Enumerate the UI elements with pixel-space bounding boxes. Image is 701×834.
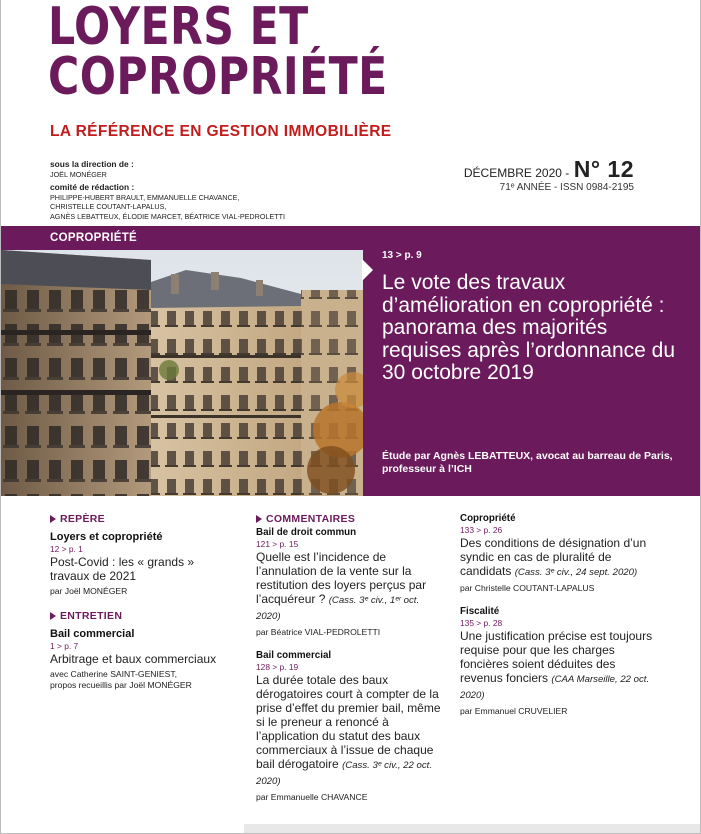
article-heading: Copropriété: [460, 513, 516, 524]
article-ref: 121 > p. 15: [256, 539, 299, 549]
feature-notch: [362, 259, 373, 281]
article-title: La durée totale des baux dérogatoires court à compter de la prise d’effet du premier bail, même si le preneur a renoncé à l’application du statut des baux commerciaux à l’issue de chaque bail dérogatoire (Cass. 3ᵉ civ., 22 oct. 2020): [256, 673, 441, 787]
issue-date: DÉCEMBRE 2020 -: [463, 166, 570, 180]
feature-byline: Étude par Agnès LEBATTEUX, avocat au barreau de Paris, professeur à l’ICH: [382, 450, 673, 475]
issue-number: N° 12: [573, 156, 634, 182]
article-title: Une justification précise est toujours requise pour que les charges foncières soient déduites des revenus fonciers (CAA Marseille, 22 oct. 2020): [460, 629, 653, 701]
article-ref: 12 > p. 1: [50, 544, 83, 554]
section-commentaires: COMMENTAIRES: [256, 513, 446, 525]
section-entretien: ENTRETIEN: [50, 610, 240, 622]
column-3: [460, 513, 655, 717]
editorial-credits: [50, 160, 285, 221]
article-title: Arbitrage et baux commerciaux: [50, 652, 217, 666]
feature-article[interactable]: [363, 226, 701, 496]
committee-line: CHRISTELLE COUTANT-LAPALUS,: [50, 202, 167, 211]
article-author: par Béatrice VIAL-PEDROLETTI: [256, 627, 381, 637]
issue-info: [464, 156, 634, 193]
bottom-band: [244, 824, 701, 834]
direction-label: sous la direction de :: [50, 159, 134, 169]
article-title: Quelle est l’incidence de l’annulation de la vente sur la restitution des loyers perçus par l’acquéreur ? (Cass. 3ᵉ civ., 1ᵉʳ oct. 2020): [256, 550, 427, 622]
article-entretien[interactable]: [50, 628, 240, 691]
column-2: [256, 513, 446, 803]
issue-year-issn: 71ᵉ ANNÉE - ISSN 0984-2195: [499, 182, 634, 193]
committee-line: PHILIPPE-HUBERT BRAULT, EMMANUELLE CHAVANCE,: [50, 192, 240, 202]
article-author: par Emmanuelle CHAVANCE: [256, 792, 368, 802]
article-heading: Loyers et copropriété: [50, 531, 163, 543]
director-name: JOËL MONÉGER: [50, 169, 107, 179]
article-ref: 135 > p. 28: [460, 618, 503, 628]
article-comment-1[interactable]: [256, 527, 446, 638]
article-ref: 128 > p. 19: [256, 662, 299, 672]
article-citation: (Cass. 3ᵉ civ., 24 sept. 2020): [514, 567, 638, 578]
article-comment-4[interactable]: [460, 606, 655, 717]
triangle-bullet-icon: [256, 515, 262, 523]
article-heading: Bail de droit commun: [256, 527, 357, 538]
article-citation: (CAA Marseille, 22 oct. 2020): [460, 674, 650, 701]
article-heading: Bail commercial: [50, 628, 135, 640]
section-tab: [1, 226, 363, 250]
article-ref: 133 > p. 26: [460, 525, 503, 535]
article-author: par Joël MONÉGER: [50, 586, 128, 596]
parisian-buildings-photo: [1, 250, 363, 496]
column-1: [50, 513, 240, 691]
tagline: LA RÉFÉRENCE EN GESTION IMMOBILIÈRE: [50, 123, 392, 140]
article-heading: Bail commercial: [256, 650, 332, 661]
triangle-bullet-icon: [50, 515, 56, 523]
section-repere: REPÈRE: [50, 513, 240, 525]
article-author: par Emmanuel CRUVELIER: [460, 706, 568, 716]
article-comment-3[interactable]: [460, 513, 655, 594]
committee-line: AGNÈS LEBATTEUX, ÉLODIE MARCET, BÉATRICE VIAL-PEDROLETTI: [50, 211, 285, 221]
feature-ref: 13 > p. 9: [382, 250, 422, 261]
triangle-bullet-icon: [50, 612, 56, 620]
committee-label: comité de rédaction :: [50, 182, 135, 192]
feature-title: Le vote des travaux d’amélioration en copropriété : panorama des majorités requises après l’ordonnance du 30 octobre 2019: [382, 271, 676, 384]
masthead-title: LOYERS ET COPROPRIÉTÉ: [48, 0, 388, 107]
article-author: avec Catherine SAINT-GENIEST, propos recueillis par Joël MONÉGER: [50, 669, 192, 690]
article-title: Des conditions de désignation d’un syndic en cas de pluralité de candidats (Cass. 3ᵉ civ., 24 sept. 2020): [460, 536, 647, 578]
article-ref: 1 > p. 7: [50, 641, 79, 651]
article-title: Post-Covid : les « grands » travaux de 2021: [50, 555, 195, 583]
article-author: par Christelle COUTANT-LAPALUS: [460, 583, 595, 593]
article-heading: Fiscalité: [460, 606, 500, 617]
article-comment-2[interactable]: [256, 650, 446, 803]
article-citation: (Cass. 3ᵉ civ., 1ᵉʳ oct. 2020): [256, 595, 420, 622]
article-repere[interactable]: [50, 531, 240, 597]
section-label: COPROPRIÉTÉ: [50, 232, 138, 244]
article-citation: (Cass. 3ᵉ civ., 22 oct. 2020): [256, 760, 432, 787]
